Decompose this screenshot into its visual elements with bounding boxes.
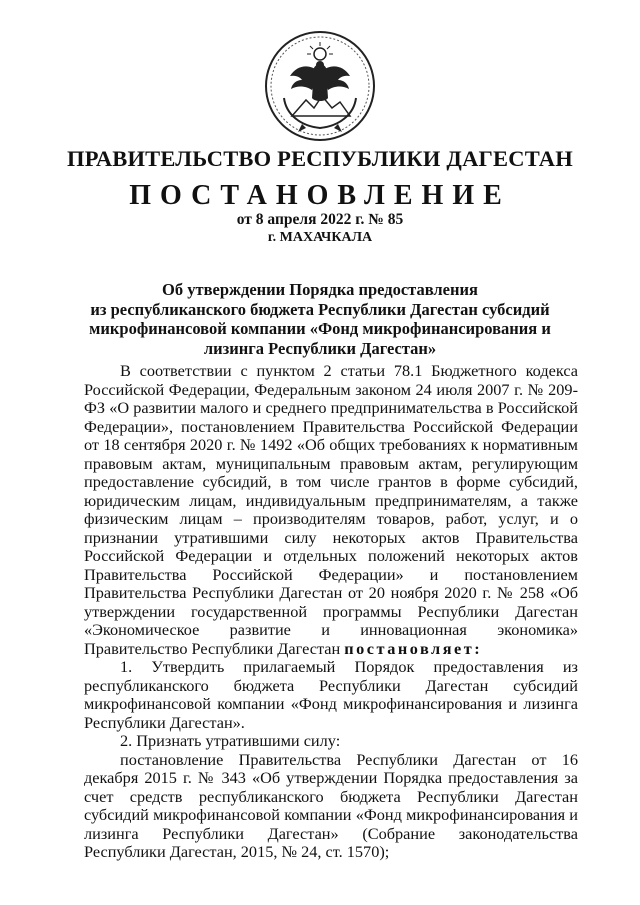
document-city: г. МАХАЧКАЛА <box>267 230 373 245</box>
coat-of-arms-icon <box>262 28 378 144</box>
preamble-paragraph <box>84 362 578 658</box>
title-line: Об утверждении Порядка предоставления <box>162 280 478 299</box>
preamble-text: В соответствии с пунктом 2 статьи 78.1 Бюджетного кодекса Российской Федерации, Федеральным законом 24 июля 2007 г. № 209-ФЗ «О развитии малого и среднего предпринимательства в Российской Федерации», постановлением Правительства Российской Федерации от 18 сентября 2020 г. № 1492 «Об общих требованиях к нормативным правовым актам, муниципальным правовым актам, регулирующим предоставление субсидий, в том числе грантов в форме субсидий, юридическим лицам, индивидуальным предпринимателям, а также физическим лицам – производителям товаров, работ, услуг, и о признании утратившими силу некоторых актов Правительства Российской Федерации и отдельных положений некоторых актов Правительства Российской Федерации» и постановлением Правительства Республики Дагестан от 20 ноября 2020 г. № 258 «Об утверждении государственной программы Республики Дагестан «Экономическое развитие и инновационная экономика» Правительство Республики Дагестан <box>84 361 578 658</box>
document-title <box>80 280 560 358</box>
item-2-text-paragraph: постановление Правительства Республики Дагестан от 16 декабря 2015 г. № 343 «Об утверждении Порядка предоставления за счет средств республиканского бюджета Республики Дагестан субсидий микрофинансовой компании «Фонд микрофинансирования и лизинга Республики Дагестан» (Собрание законодательства Республики Дагестан, 2015, № 24, ст. 1570); <box>84 749 578 861</box>
government-name: ПРАВИТЕЛЬСТВО РЕСПУБЛИКИ ДАГЕСТАН <box>67 146 573 171</box>
document-date: от 8 апреля 2022 г. № 85 <box>236 211 404 228</box>
title-line: лизинга Республики Дагестан» <box>203 338 437 358</box>
resolves-word: постановляет: <box>344 638 483 658</box>
title-line: из республиканского бюджета Республики Дагестан субсидий <box>90 299 550 319</box>
title-line: микрофинансовой компании «Фонд микрофинансирования и <box>89 319 551 338</box>
item-2-paragraph: 2. Признать утратившими силу: <box>120 731 341 750</box>
item-1-paragraph: 1. Утвердить прилагаемый Порядок предоставления из республиканского бюджета Республики Дагестан субсидий микрофинансовой компании «Фонд микрофинансирования и лизинга Республики Дагестан». <box>84 657 578 732</box>
document-type: ПОСТАНОВЛЕНИЕ <box>129 180 511 211</box>
document-body <box>84 362 578 862</box>
